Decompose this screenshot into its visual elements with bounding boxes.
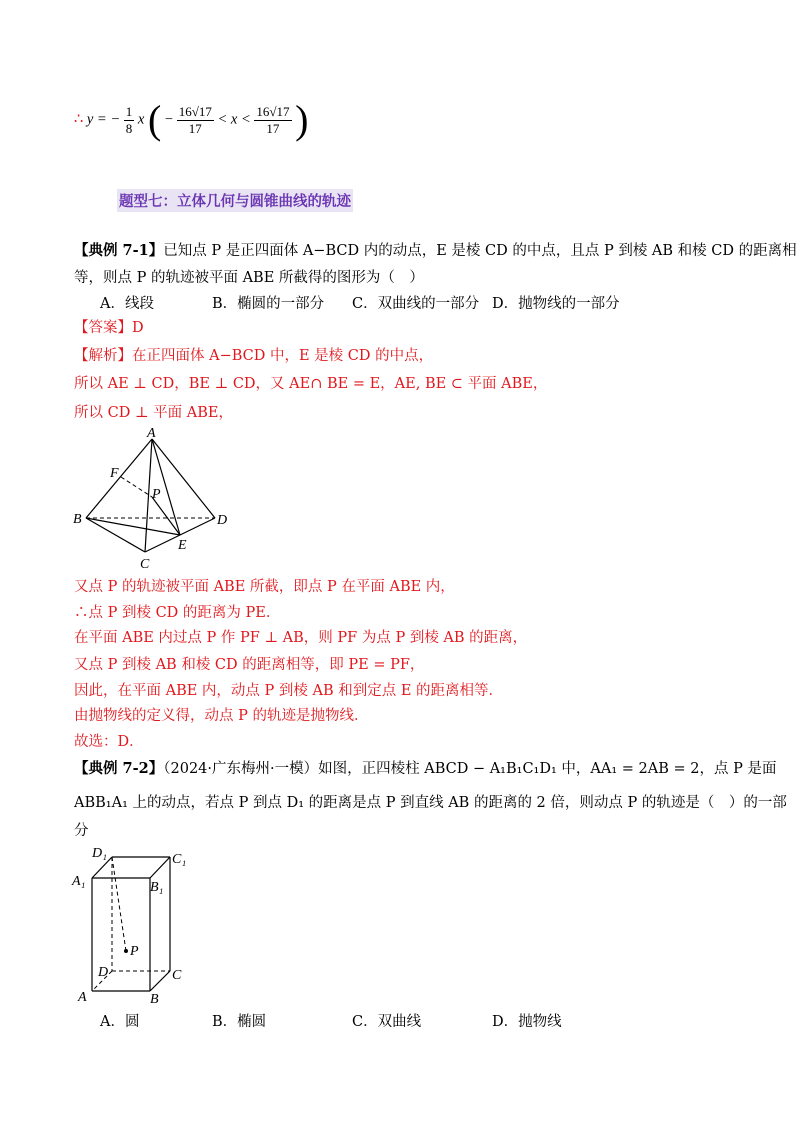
example2-tag: 【典例 7-2】 bbox=[74, 760, 164, 777]
fraction-one-eighth: $\frac{1}{8}$ bbox=[125, 103, 133, 136]
label-d1: D₁ bbox=[92, 846, 107, 861]
example2-option-d: D．抛物线 bbox=[492, 1014, 562, 1030]
label-e: E bbox=[178, 538, 187, 553]
label-a1: A₁ bbox=[72, 874, 86, 889]
analysis-line3: 所以 CD ⊥ 平面 ABE， bbox=[74, 405, 234, 421]
after-line6: 由抛物线的定义得，动点 P 的轨迹是抛物线． bbox=[74, 708, 369, 724]
label-a-prism: A bbox=[78, 990, 87, 1005]
label-d-prism: D bbox=[98, 965, 109, 980]
example2-option-c: C．双曲线 bbox=[352, 1014, 422, 1030]
segment-pf bbox=[121, 477, 152, 497]
after-line1: 又点 P 的轨迹被平面 ABE 所截，即点 P 在平面 ABE 内， bbox=[74, 579, 455, 595]
label-c: C bbox=[140, 557, 150, 572]
section-heading: 题型七：立体几何与圆锥曲线的轨迹 bbox=[117, 189, 353, 212]
label-b: B bbox=[73, 512, 82, 527]
after-line2: ∴点 P 到棱 CD 的距离为 PE． bbox=[74, 605, 281, 621]
formula-lhs: y = − bbox=[86, 111, 121, 128]
analysis-line2: 所以 AE ⊥ CD，BE ⊥ CD，又 AE∩ BE = E，AE, BE ⊂ 平面 ABE， bbox=[74, 376, 548, 392]
segment-d1p bbox=[112, 857, 126, 951]
segment-pe bbox=[152, 497, 180, 535]
label-b-prism: B bbox=[150, 992, 159, 1007]
label-a: A bbox=[147, 426, 156, 441]
answer-value: D bbox=[132, 320, 144, 336]
neg-sign: − bbox=[164, 111, 174, 128]
example2-option-b: B．椭圆 bbox=[212, 1014, 267, 1030]
example1-question-line2: 等，则点 P 的轨迹被平面 ABE 所截得的图形为（ ） bbox=[74, 270, 424, 286]
analysis-tag: 【解析】 bbox=[74, 348, 132, 364]
label-p-prism: P bbox=[130, 944, 139, 959]
edge-bc-prism bbox=[150, 971, 170, 991]
answer-line bbox=[74, 318, 144, 338]
point-p bbox=[124, 949, 128, 953]
answer-tag: 【答案】 bbox=[74, 320, 132, 336]
label-b1: B₁ bbox=[150, 880, 164, 895]
label-d: D bbox=[217, 513, 228, 528]
label-p: P bbox=[152, 487, 161, 502]
example1-line1 bbox=[74, 241, 797, 261]
edge-ad bbox=[152, 439, 215, 518]
example1-question-line1: 已知点 P 是正四面体 A−BCD 内的动点，E 是棱 CD 的中点，且点 P 到棱 AB 和棱 CD 的距离相 bbox=[163, 243, 797, 259]
example2-line1 bbox=[74, 759, 776, 779]
after-line7: 故选：D． bbox=[74, 734, 144, 750]
formula-x: x bbox=[137, 111, 145, 128]
left-paren: ( bbox=[147, 97, 162, 142]
prism-figure bbox=[70, 843, 200, 1008]
example2-option-a: A．圆 bbox=[100, 1014, 140, 1030]
formula-line bbox=[74, 97, 309, 146]
fraction-right-bound: $\frac{16√17}{17}$ bbox=[256, 103, 290, 136]
example2-question-line3: 分 bbox=[74, 823, 89, 839]
therefore-symbol: ∴ bbox=[74, 111, 84, 128]
analysis-text1: 在正四面体 A−BCD 中，E 是棱 CD 的中点， bbox=[132, 348, 434, 364]
example2-question-line2: ABB₁A₁ 上的动点，若点 P 到点 D₁ 的距离是点 P 到直线 AB 的距离的 2 倍，则动点 P 的轨迹是（ ）的一部 bbox=[74, 795, 787, 811]
example1-option-b: B．椭圆的一部分 bbox=[212, 296, 325, 312]
example1-option-d: D．抛物线的一部分 bbox=[492, 296, 620, 312]
label-c-prism: C bbox=[172, 968, 182, 983]
right-paren: ) bbox=[295, 97, 309, 142]
example1-option-a: A．线段 bbox=[100, 296, 154, 312]
analysis-line1 bbox=[74, 346, 433, 366]
example1-option-c: C．双曲线的一部分 bbox=[352, 296, 480, 312]
fraction-left-bound: $\frac{16√17}{17}$ bbox=[178, 103, 212, 136]
edge-ab bbox=[86, 439, 152, 518]
after-line5: 因此，在平面 ABE 内，动点 P 到棱 AB 和到定点 E 的距离相等． bbox=[74, 683, 504, 699]
edge-ac bbox=[145, 439, 152, 552]
tetrahedron-figure bbox=[70, 425, 240, 575]
example1-tag: 【典例 7-1】 bbox=[74, 242, 164, 259]
edge-c1b1 bbox=[150, 857, 170, 878]
after-line4: 又点 P 到棱 AB 和棱 CD 的距离相等，即 PE = PF， bbox=[74, 657, 425, 673]
label-c1: C₁ bbox=[172, 852, 187, 867]
after-line3: 在平面 ABE 内过点 P 作 PF ⊥ AB，则 PF 为点 P 到棱 AB 的距离， bbox=[74, 630, 528, 646]
inequality: < x < bbox=[217, 111, 251, 128]
label-f: F bbox=[110, 466, 119, 481]
example2-question-line1: （2024·广东梅州·一模）如图，正四棱柱 ABCD − A₁B₁C₁D₁ 中，AA₁ = 2AB = 2，点 P 是面 bbox=[163, 761, 777, 777]
